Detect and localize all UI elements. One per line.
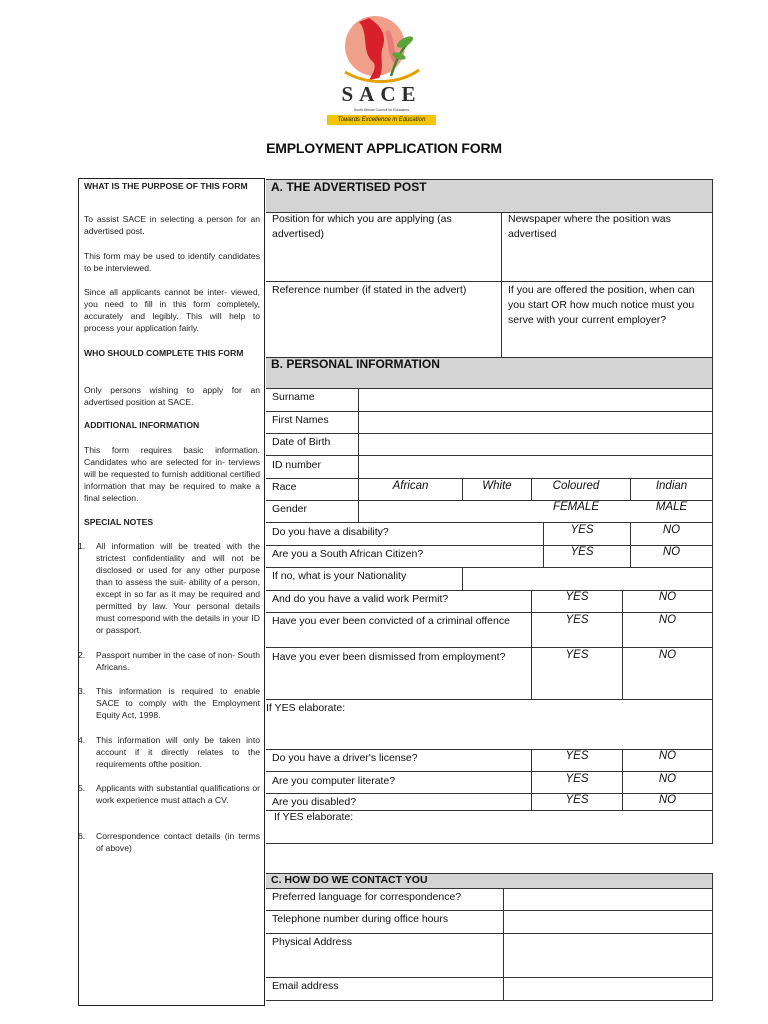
convicted-no[interactable]: NO xyxy=(658,614,677,626)
computer-no[interactable]: NO xyxy=(658,773,677,785)
purpose-text-2: This form may be used to identify candidates to be interviewed. xyxy=(84,251,260,273)
section-b-heading: B. PERSONAL INFORMATION xyxy=(271,357,440,371)
section-c-heading: C. HOW DO WE CONTACT YOU xyxy=(271,874,428,886)
race-label: Race xyxy=(272,481,297,493)
section-a-heading: A. THE ADVERTISED POST xyxy=(271,180,427,194)
disability-label: Do you have a disability? xyxy=(272,526,389,538)
license-no[interactable]: NO xyxy=(658,750,677,762)
disability-yes[interactable]: YES xyxy=(570,524,594,536)
id-number-label: ID number xyxy=(272,459,322,471)
special-notes-heading: SPECIAL NOTES xyxy=(84,517,154,527)
elaborate-label-2: If YES elaborate: xyxy=(274,811,354,823)
license-yes[interactable]: YES xyxy=(565,750,589,762)
additional-heading: ADDITIONAL INFORMATION xyxy=(84,420,200,430)
surname-label: Surname xyxy=(272,391,315,403)
note-number: 4. xyxy=(78,735,86,745)
race-option-indian[interactable]: Indian xyxy=(655,480,688,492)
note-number: 5. xyxy=(78,783,86,793)
dismissed-no[interactable]: NO xyxy=(658,649,677,661)
permit-label: And do you have a valid work Permit? xyxy=(272,593,449,605)
race-option-coloured[interactable]: Coloured xyxy=(552,480,600,492)
permit-yes[interactable]: YES xyxy=(565,591,589,603)
dob-label: Date of Birth xyxy=(272,436,331,448)
permit-no[interactable]: NO xyxy=(658,591,677,603)
gender-option-female[interactable]: FEMALE xyxy=(552,501,599,513)
disabled-label: Are you disabled? xyxy=(272,796,357,808)
telephone-label: Telephone number during office hours xyxy=(272,913,449,925)
notice-label: If you are offered the position, when can you start OR how much notice must you serve with your current employer? xyxy=(508,284,695,326)
purpose-text-3: Since all applicants cannot be inter- viewed, you need to fill in this form completely, accurately and legibly. This will help to process your application fairly. xyxy=(84,287,260,333)
race-option-white[interactable]: White xyxy=(482,480,512,492)
reference-label: Reference number (if stated in the advert) xyxy=(272,284,467,296)
newspaper-label: Newspaper where the position was advertised xyxy=(508,213,671,240)
nationality-label: If no, what is your Nationality xyxy=(272,570,407,582)
disabled-no[interactable]: NO xyxy=(658,794,677,806)
computer-label: Are you computer literate? xyxy=(272,775,396,787)
address-label: Physical Address xyxy=(272,936,352,948)
note-text: Passport number in the case of non- South Africans. xyxy=(96,650,260,672)
elaborate-label-1: If YES elaborate: xyxy=(266,702,346,714)
disability-no[interactable]: NO xyxy=(662,524,681,536)
note-text: Correspondence contact details (in terms of above) xyxy=(96,831,260,853)
sace-logo xyxy=(325,12,438,123)
race-option-african[interactable]: African xyxy=(392,480,429,492)
sace-emblem-icon xyxy=(339,12,423,86)
note-text: This information will only be taken into account if it directly relates to the requirements ofthe position. xyxy=(96,735,260,769)
note-number: 2. xyxy=(78,650,86,660)
dismissed-label: Have you ever been dismissed from employment? xyxy=(272,651,506,663)
note-text: Applicants with substantial qualifications or work experience must attach a CV. xyxy=(96,783,260,805)
who-text: Only persons wishing to apply for an advertised position at SACE. xyxy=(84,385,260,407)
additional-text: This form requires basic information. Candidates who are selected for in- terviews will be requested to furnish additional certified information that may be required to make a final selection. xyxy=(84,445,260,503)
gender-option-male[interactable]: MALE xyxy=(655,501,688,513)
position-label: Position for which you are applying (as advertised) xyxy=(272,213,452,240)
logo-wordmark: SACE xyxy=(341,82,422,106)
convicted-yes[interactable]: YES xyxy=(565,614,589,626)
logo-tagline: Towards Excellence in Education xyxy=(327,115,436,125)
purpose-heading: WHAT IS THE PURPOSE OF THIS FORM xyxy=(84,181,248,191)
license-label: Do you have a driver's license? xyxy=(272,752,418,764)
note-number: 1. xyxy=(78,541,86,551)
citizen-no[interactable]: NO xyxy=(662,546,681,558)
purpose-text-1: To assist SACE in selecting a person for an advertised post. xyxy=(84,214,260,236)
page-title: EMPLOYMENT APPLICATION FORM xyxy=(266,140,502,156)
note-number: 3. xyxy=(78,686,86,696)
note-text: This information is required to enable SACE to comply with the Employment Equity Act, 1998. xyxy=(96,686,260,720)
disabled-yes[interactable]: YES xyxy=(565,794,589,806)
convicted-label: Have you ever been convicted of a criminal offence xyxy=(272,615,510,627)
who-heading: WHO SHOULD COMPLETE THIS FORM xyxy=(84,348,244,358)
note-text: All information will be treated with the strictest confidentiality and will not be disclosed or used for any other purpose than to assess the suit- ability of a person, except in so far as it may be required and permitted by law. Your personal details must correspond with the details in your ID or passport. xyxy=(96,541,260,635)
gender-label: Gender xyxy=(272,503,308,515)
email-label: Email address xyxy=(272,980,339,992)
logo-subtitle: South African Council for Educators xyxy=(353,108,410,112)
language-label: Preferred language for correspondence? xyxy=(272,891,462,903)
citizen-label: Are you a South African Citizen? xyxy=(272,548,424,560)
computer-yes[interactable]: YES xyxy=(565,773,589,785)
dismissed-yes[interactable]: YES xyxy=(565,649,589,661)
note-number: 6. xyxy=(78,831,86,841)
first-names-label: First Names xyxy=(272,414,329,426)
citizen-yes[interactable]: YES xyxy=(570,546,594,558)
